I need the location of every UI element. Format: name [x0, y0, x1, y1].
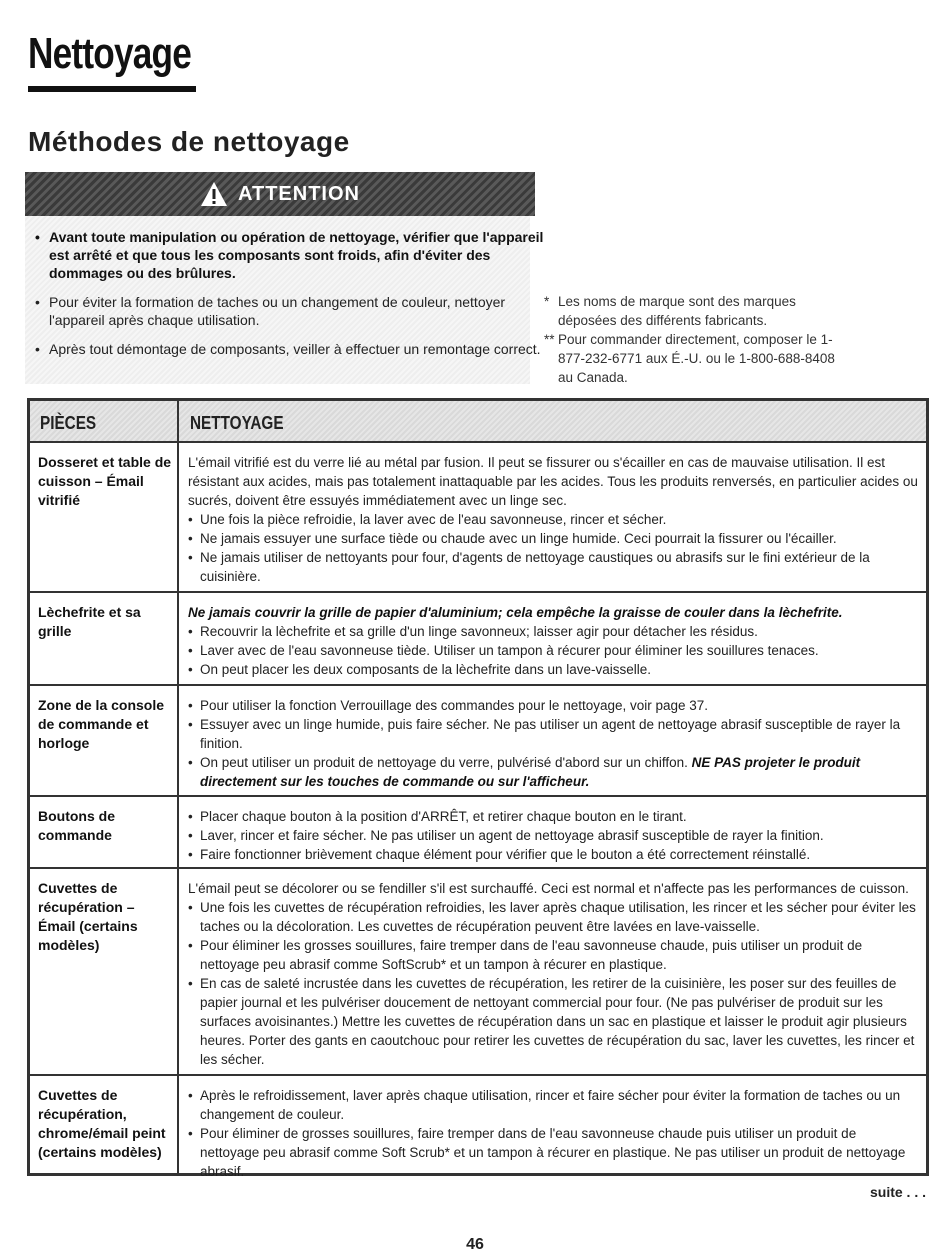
list-item: • Une fois la pièce refroidie, la laver avec de l'eau savonneuse, rincer et sécher.: [188, 510, 918, 529]
attention-label: ATTENTION: [238, 182, 360, 205]
table-row-part: Lèchefrite et sa grille: [38, 604, 141, 639]
table-row-part: Zone de la console de commande et horloge: [38, 697, 165, 751]
list-item: • Une fois les cuvettes de récupération refroidies, les laver après chaque utilisation, les rincer et les sécher pour éviter les taches ou la décoloration. Les cuvettes de récupération peuvent être lavées en lave-vaisselle.: [188, 898, 918, 936]
page-number: 46: [466, 1236, 484, 1253]
column-divider: [177, 401, 179, 1173]
list-item: • Ne jamais utiliser de nettoyants pour four, d'agents de nettoyage caustiques ou abrasifs sur le fini extérieur de la cuisinière.: [188, 548, 918, 586]
list-item: • Placer chaque bouton à la position d'ARRÊT, et retirer chaque bouton en le tirant.: [188, 807, 918, 826]
attention-body: [25, 216, 544, 384]
list-item: • En cas de saleté incrustée dans les cuvettes de récupération, les retirer de la cuisinière, les poser sur des feuilles de papier journal et les pulvériser doucement de nettoyant commercial pour four. (Ne pas pulvériser de produit sur les surfaces avoisinantes.) Mettre les cuvettes de récupération dans un sac en plastique et laisser le produit agir plusieurs heures. Porter des gants en caoutchouc pour retirer les cuvettes de récupération du sac, laver les cuvettes, les rincer et les sécher.: [188, 974, 918, 1069]
header-cleaning: NETTOYAGE: [190, 413, 284, 433]
footnotes: [544, 292, 844, 387]
table-row-part: Boutons de commande: [38, 808, 115, 843]
row-intro: L'émail vitrifié est du verre lié au métal par fusion. Il peut se fissurer ou s'écailler en cas de mauvaise utilisation. Il est résistant aux acides, mais pas totalement inattaquable par les acides. Tous les produits renversés, en particulier acides ou sucrés, doivent être essuyés immédiatement avec un linge sec.: [188, 455, 918, 508]
footnote-text: Pour commander directement, composer le 1-877-232-6771 aux É.-U. ou le 1-800-688-8408 au Canada.: [558, 332, 835, 385]
footnote-mark: *: [544, 294, 550, 309]
table-row-cleaning: [188, 453, 918, 586]
list-item: • Pour utiliser la fonction Verrouillage des commandes pour le nettoyage, voir page 37.: [188, 696, 918, 715]
table-row-cleaning: [188, 696, 918, 791]
footnote-mark: **: [544, 332, 555, 347]
brand-title: Nettoyage: [28, 29, 191, 78]
list-item: • Recouvrir la lèchefrite et sa grille d'un linge savonneux; laisser agir pour détacher les résidus.: [188, 622, 918, 641]
section-title: Méthodes de nettoyage: [28, 126, 350, 157]
list-item: • On peut placer les deux composants de la lèchefrite dans un lave-vaisselle.: [188, 660, 918, 679]
list-item-with-warning: [188, 753, 918, 791]
list-item: • Faire fonctionner brièvement chaque élément pour vérifier que le bouton a été correctement réinstallé.: [188, 845, 918, 864]
row-divider: [30, 867, 926, 869]
title-underline: [28, 86, 196, 92]
list-item: • Laver, rincer et faire sécher. Ne pas utiliser un agent de nettoyage abrasif susceptible de rayer la finition.: [188, 826, 918, 845]
table-row-cleaning: [188, 603, 918, 679]
header-parts: PIÈCES: [40, 413, 97, 433]
list-item: • Pour éliminer de grosses souillures, faire tremper dans de l'eau savonneuse chaude puis utiliser un produit de nettoyage peu abrasif comme Soft Scrub* et un tampon à récurer en plastique. Ne pas utiliser un produit de nettoyage abrasif.: [188, 1124, 918, 1181]
attention-bullet: • Pour éviter la formation de taches ou un changement de couleur, nettoyer l'appareil après chaque utilisation.: [35, 293, 544, 329]
attention-bullet: • Après tout démontage de composants, veiller à effectuer un remontage correct.: [35, 340, 544, 358]
table-row-part: Cuvettes de récupération – Émail (certains modèles): [38, 880, 138, 953]
list-item: • Après le refroidissement, laver après chaque utilisation, rincer et faire sécher pour éviter la formation de taches ou un changement de couleur.: [188, 1086, 918, 1124]
table-row-cleaning: [188, 879, 918, 1069]
list-item: • Pour éliminer les grosses souillures, faire tremper dans de l'eau savonneuse chaude, puis utiliser un produit de nettoyage peu abrasif comme SoftScrub* et un tampon à récurer en plastique.: [188, 936, 918, 974]
row-intro: L'émail peut se décolorer ou se fendiller s'il est surchauffé. Ceci est normal et n'affecte pas les performances de cuisson.: [188, 881, 909, 896]
table-row-cleaning: [188, 1086, 918, 1181]
row-divider: [30, 684, 926, 686]
list-item: • Essuyer avec un linge humide, puis faire sécher. Ne pas utiliser un agent de nettoyage abrasif susceptible de rayer la finition.: [188, 715, 918, 753]
row-warning: Ne jamais couvrir la grille de papier d'aluminium; cela empêche la graisse de couler dans la lèchefrite.: [188, 605, 843, 620]
table-header: [30, 401, 926, 443]
row-divider: [30, 591, 926, 593]
attention-bullet: • Avant toute manipulation ou opération de nettoyage, vérifier que l'appareil est arrêté et que tous les composants sont froids, afin d'éviter des dommages ou des brûlures.: [35, 228, 544, 282]
row-divider: [30, 1074, 926, 1076]
attention-banner: [25, 172, 535, 216]
table-row-cleaning: [188, 807, 918, 864]
inline-warning: NE PAS projeter le produit directement sur les touches de commande ou sur l'afficheur.: [200, 755, 861, 789]
list-item: • Ne jamais essuyer une surface tiède ou chaude avec un linge humide. Ceci pourrait la fissurer ou l'écailler.: [188, 529, 918, 548]
footnote-text: Les noms de marque sont des marques déposées des différents fabricants.: [558, 294, 796, 328]
cleaning-table: [27, 398, 929, 1179]
footnote-order-phone: [544, 330, 844, 387]
footnote-brand-names: [544, 292, 844, 330]
list-item: • Laver avec de l'eau savonneuse tiède. Utiliser un tampon à récurer pour éliminer les souillures tenaces.: [188, 641, 918, 660]
table-row-part: Dosseret et table de cuisson – Émail vitrifié: [38, 454, 172, 508]
table-row-part: Cuvettes de récupération, chrome/émail peint (certains modèles): [38, 1087, 166, 1160]
list-item-text: On peut utiliser un produit de nettoyage du verre, pulvérisé d'abord sur un chiffon.: [200, 755, 688, 770]
continued-label: suite . . .: [869, 1184, 926, 1200]
row-divider: [30, 795, 926, 797]
warning-triangle-icon: [200, 181, 228, 207]
